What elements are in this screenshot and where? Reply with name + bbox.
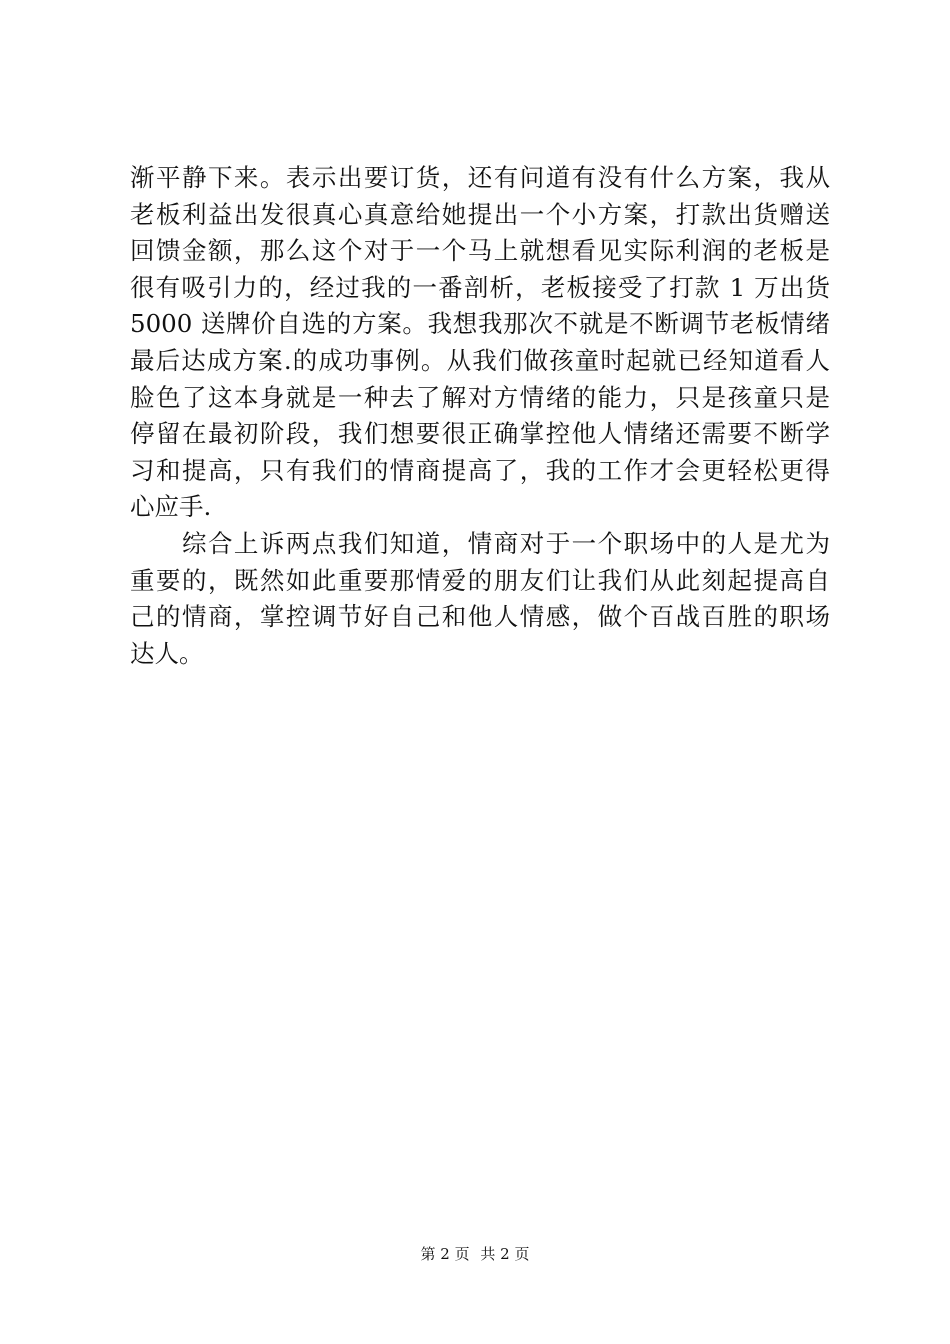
text-line: 习和提高，只有我们的情商提高了，我的工作才会更轻松更得 bbox=[130, 455, 830, 485]
page-total: 共 2 页 bbox=[480, 1245, 530, 1263]
text-line: 很有吸引力的，经过我的一番剖析，老板接受了打款 1 万出货 bbox=[130, 272, 830, 302]
body-text bbox=[130, 160, 830, 672]
text-line: 回馈金额，那么这个对于一个马上就想看见实际利润的老板是 bbox=[130, 236, 830, 266]
text-line: 停留在最初阶段，我们想要很正确掌控他人情绪还需要不断学 bbox=[130, 419, 830, 449]
text-line: 心应手. bbox=[130, 492, 212, 522]
text-line: 老板利益出发很真心真意给她提出一个小方案，打款出货赠送 bbox=[130, 199, 830, 229]
text-line: 重要的，既然如此重要那情爱的朋友们让我们从此刻起提高自 bbox=[130, 565, 830, 595]
page-footer bbox=[0, 1244, 950, 1264]
text-line: 最后达成方案.的成功事例。从我们做孩童时起就已经知道看人 bbox=[130, 345, 830, 375]
text-line: 综合上诉两点我们知道，情商对于一个职场中的人是尤为 bbox=[130, 528, 830, 558]
text-line: 脸色了这本身就是一种去了解对方情绪的能力，只是孩童只是 bbox=[130, 382, 830, 412]
text-line: 达人。 bbox=[130, 638, 204, 668]
text-line: 5000 送牌价自选的方案。我想我那次不就是不断调节老板情绪 bbox=[130, 309, 830, 339]
text-line: 渐平静下来。表示出要订货，还有问道有没有什么方案，我从 bbox=[130, 163, 830, 192]
page-number: 第 2 页 bbox=[420, 1245, 470, 1263]
text-line: 己的情商，掌控调节好自己和他人情感，做个百战百胜的职场 bbox=[130, 602, 830, 632]
